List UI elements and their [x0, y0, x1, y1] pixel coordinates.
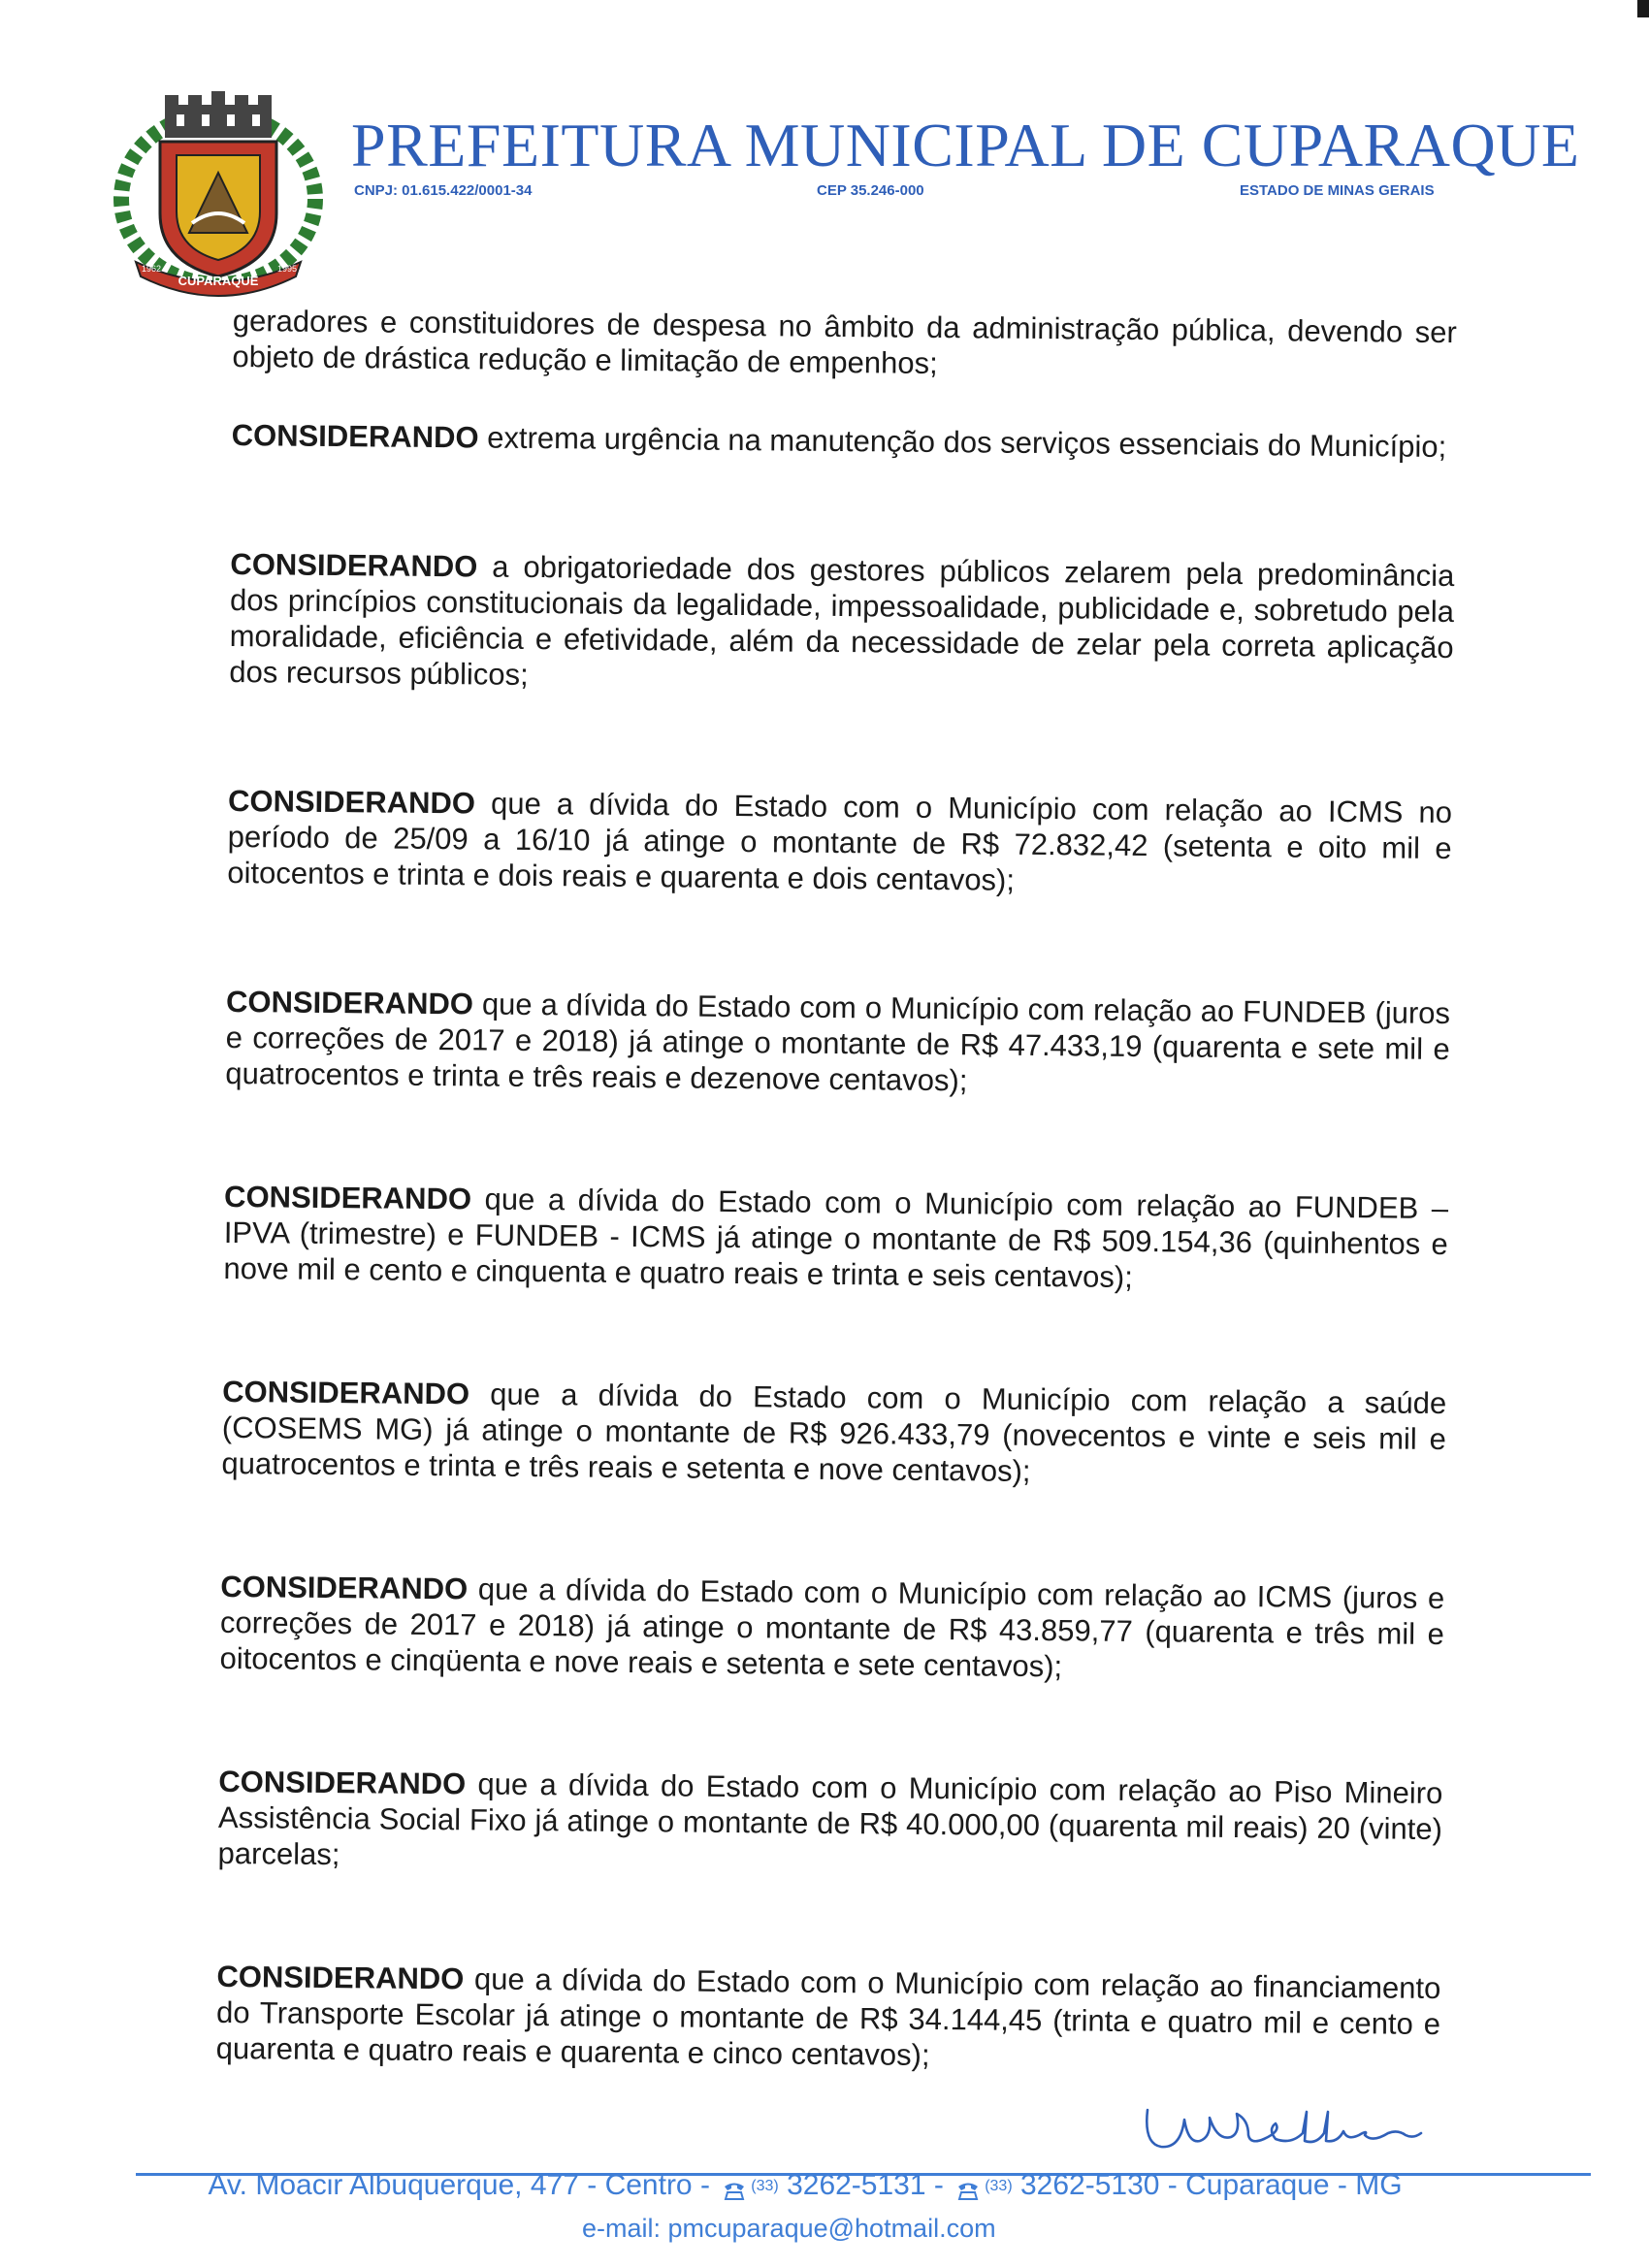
considerando-lead: CONSIDERANDO	[223, 1179, 472, 1216]
footer-address: Av. Moacir Albuquerque, 477 - Centro -	[208, 2169, 719, 2201]
considerando-paragraph-4	[225, 984, 1450, 1103]
considerando-paragraph-1	[232, 417, 1456, 465]
area-code-1: (33)	[751, 2178, 779, 2195]
phone-icon	[722, 2176, 747, 2197]
cnpj-label: CNPJ: 01.615.422/0001-34	[354, 182, 533, 199]
municipal-crest-icon	[107, 78, 330, 301]
considerando-lead: CONSIDERANDO	[222, 1374, 470, 1411]
paragraph-text: que a dívida do Estado com o Município com relação ao Piso Mineiro Assistência Social Fixo já atinge o montante de R$ 40.000,00 (quarenta mil reais) 20 (vinte) parcelas;	[217, 1766, 1443, 1872]
document-body	[215, 303, 1457, 2165]
considerando-lead: CONSIDERANDO	[220, 1569, 469, 1606]
paragraph-text: que a dívida do Estado com o Município com relação a saúde (COSEMS MG) já atinge o montante de R$ 926.433,79 (novecentos e vinte e seis mil e quatrocentos e trinta e três reais e setenta e nove centavos);	[221, 1377, 1447, 1488]
considerando-paragraph-6	[221, 1374, 1446, 1493]
considerando-paragraph-8	[217, 1764, 1442, 1883]
state-label: ESTADO DE MINAS GERAIS	[1240, 182, 1435, 199]
considerando-lead: CONSIDERANDO	[225, 984, 474, 1021]
footer-phone-1: 3262-5131 -	[778, 2169, 953, 2201]
paragraph-text: extrema urgência na manutenção dos serviços essenciais do Município;	[478, 420, 1447, 465]
considerando-lead: CONSIDERANDO	[218, 1764, 467, 1801]
page-title: PREFEITURA MUNICIPAL DE CUPARAQUE	[351, 111, 1580, 179]
paragraph-text: que a dívida do Estado com o Município com relação ao ICMS (juros e correções de 2017 e 2018) já atinge o montante de R$ 43.859,77 (quarenta e três mil e oitocentos e cinqüenta e nove reais e setenta e sete centavos);	[219, 1571, 1445, 1684]
considerando-lead: CONSIDERANDO	[227, 783, 476, 821]
phone-icon	[955, 2176, 981, 2197]
considerando-lead: CONSIDERANDO	[230, 546, 478, 584]
considerando-lead: CONSIDERANDO	[231, 417, 479, 455]
crest-year-left: 1962	[141, 264, 162, 274]
paragraph-text: que a dívida do Estado com o Município com relação ao FUNDEB (juros e correções de 2017 e 2018) já atinge o montante de R$ 47.433,19 (quarenta e sete mil e quatrocentos e trinta e três reais e dezenove centavos);	[225, 987, 1451, 1098]
considerando-lead: CONSIDERANDO	[216, 1959, 465, 1996]
paragraph-text: a obrigatoriedade dos gestores públicos zelarem pela predominância dos princípios constitucionais da legalidade, impessoalidade, publicidade e, sobretudo pela moralidade, eficiência e efetividade, além da necessidade de zelar pela correta aplicação dos recursos públicos;	[229, 549, 1455, 692]
crest-year-right: 1995	[276, 264, 298, 274]
paragraph-text: que a dívida do Estado com o Município com relação ao ICMS no período de 25/09 a 16/10 já atinge o montante de R$ 72.832,42 (setenta e oito mil e oitocentos e trinta e dois reais e quarenta e dois centavos);	[227, 786, 1453, 897]
scan-edge-mark	[1637, 0, 1649, 17]
paragraph-text: que a dívida do Estado com o Município com relação ao financiamento do Transporte Escolar já atinge o montante de R$ 34.144,45 (trinta e quatro mil e cento e quarenta e quatro reais e quarenta e cinco centavos);	[215, 1961, 1441, 2072]
crest-ribbon-text: CUPARAQUE	[178, 274, 259, 288]
considerando-paragraph-3	[227, 783, 1452, 902]
considerando-paragraph-9	[216, 1959, 1441, 2078]
paragraph-text: que a dívida do Estado com o Município com relação ao FUNDEB – IPVA (trimestre) e FUNDEB - ICMS já atinge o montante de R$ 509.154,36 (quinhentos e nove mil e cento e cinquenta e quatro reais e trinta e seis centavos);	[223, 1182, 1449, 1294]
considerando-paragraph-2	[229, 546, 1454, 701]
considerando-paragraph-5	[223, 1179, 1448, 1298]
area-code-2: (33)	[985, 2178, 1013, 2195]
footer-phone-2: 3262-5130 - Cuparaque - MG	[1012, 2169, 1403, 2201]
cep-label: CEP 35.246-000	[817, 182, 924, 199]
handwritten-signature	[1140, 2090, 1431, 2163]
intro-paragraph: geradores e constituidores de despesa no âmbito da administração pública, devendo ser objeto de drástica redução e limitação de empenhos;	[232, 303, 1457, 380]
footer-address-line	[141, 2169, 1470, 2202]
considerando-paragraph-7	[219, 1569, 1444, 1688]
footer-email: e-mail: pmcuparaque@hotmail.com	[582, 2214, 996, 2243]
